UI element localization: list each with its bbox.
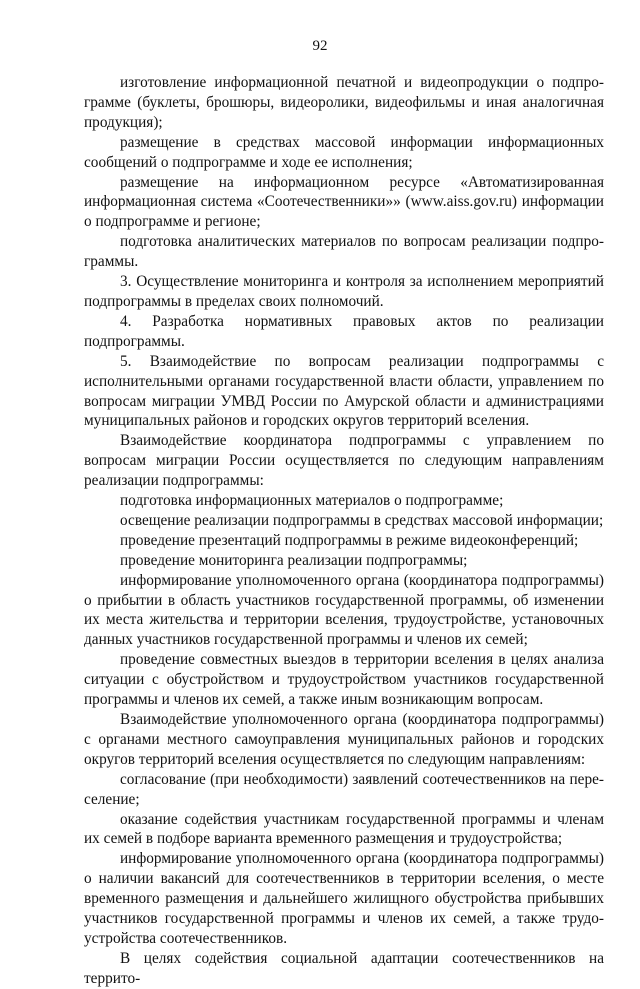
- paragraph: В целях содействия социальной адаптации соотечественников на террито-: [84, 949, 604, 987]
- paragraph: проведение мониторинга реализации подпрограммы;: [120, 551, 468, 569]
- paragraph: освещение реализации подпрограммы в средствах массовой информации;: [120, 511, 604, 529]
- paragraph: подготовка информационных материалов о подпрограмме;: [120, 492, 504, 510]
- paragraph: проведение презентаций подпрограммы в режиме видеоконференций;: [120, 531, 579, 549]
- paragraph: согласование (при необходимости) заявлений соотечественников на переселение;: [84, 770, 604, 808]
- paragraph: 5. Взаимодействие по вопросам реализации подпрограммы с исполнительными органами государственной власти области, управлением по вопросам миграции УМВД России по Амурской области и администрациями муниципальных районов и городских округов территорий вселения.: [84, 352, 604, 430]
- paragraph: размещение в средствах массовой информации информационных сообщений о подпрограмме и ходе ее исполнения;: [84, 133, 604, 171]
- paragraph: оказание содействия участникам государственной программы и членам их семей в подборе варианта временного размещения и трудоустройства;: [84, 810, 604, 848]
- paragraph: информирование уполномоченного органа (координатора подпрограммы) о наличии вакансий для соотечественников в территории вселения, о месте временного размещения и дальнейшего жилищного обустройства прибывших участников государственной программы и членов их семей, а также трудоустройства соотечественников.: [84, 850, 604, 947]
- paragraph: подготовка аналитических материалов по вопросам реализации подпрограммы.: [84, 233, 604, 271]
- paragraph: 4. Разработка нормативных правовых актов по реализации подпрограммы.: [84, 312, 604, 350]
- page-number: 92: [312, 38, 328, 54]
- paragraph: изготовление информационной печатной и видеопродукции о подпрограмме (буклеты, брошюры, видеоролики, видеофильмы и иная аналогичная продукция);: [84, 74, 604, 131]
- paragraph: проведение совместных выездов в территории вселения в целях анализа ситуации с обустройством и трудоустройством участников государственной программы и членов их семей, а также иным возникающим вопросам.: [84, 651, 604, 709]
- paragraph: Взаимодействие уполномоченного органа (координатора подпрограммы) с органами местного самоуправления муниципальных районов и городских округов территорий вселения осуществляется по следующим направлениям:: [84, 711, 604, 768]
- page-body: [84, 73, 604, 989]
- paragraph: размещение на информационном ресурсе «Автоматизированная информационная система «Соотечественники»» (www.aiss.gov.ru) информации о подпрограмме и регионе;: [84, 173, 604, 231]
- paragraph: Взаимодействие координатора подпрограммы с управлением по вопросам миграции России осуществляется по следующим направлениям реализации подпрограммы:: [84, 432, 604, 490]
- paragraph: 3. Осуществление мониторинга и контроля за исполнением мероприятий подпрограммы в пределах своих полномочий.: [84, 273, 604, 310]
- paragraph: информирование уполномоченного органа (координатора подпрограммы) о прибытии в область участников государственной программы, об изменении их места жительства и территории вселения, трудоустройстве, установочных данных участников государственной программы и членов их семей;: [84, 571, 604, 649]
